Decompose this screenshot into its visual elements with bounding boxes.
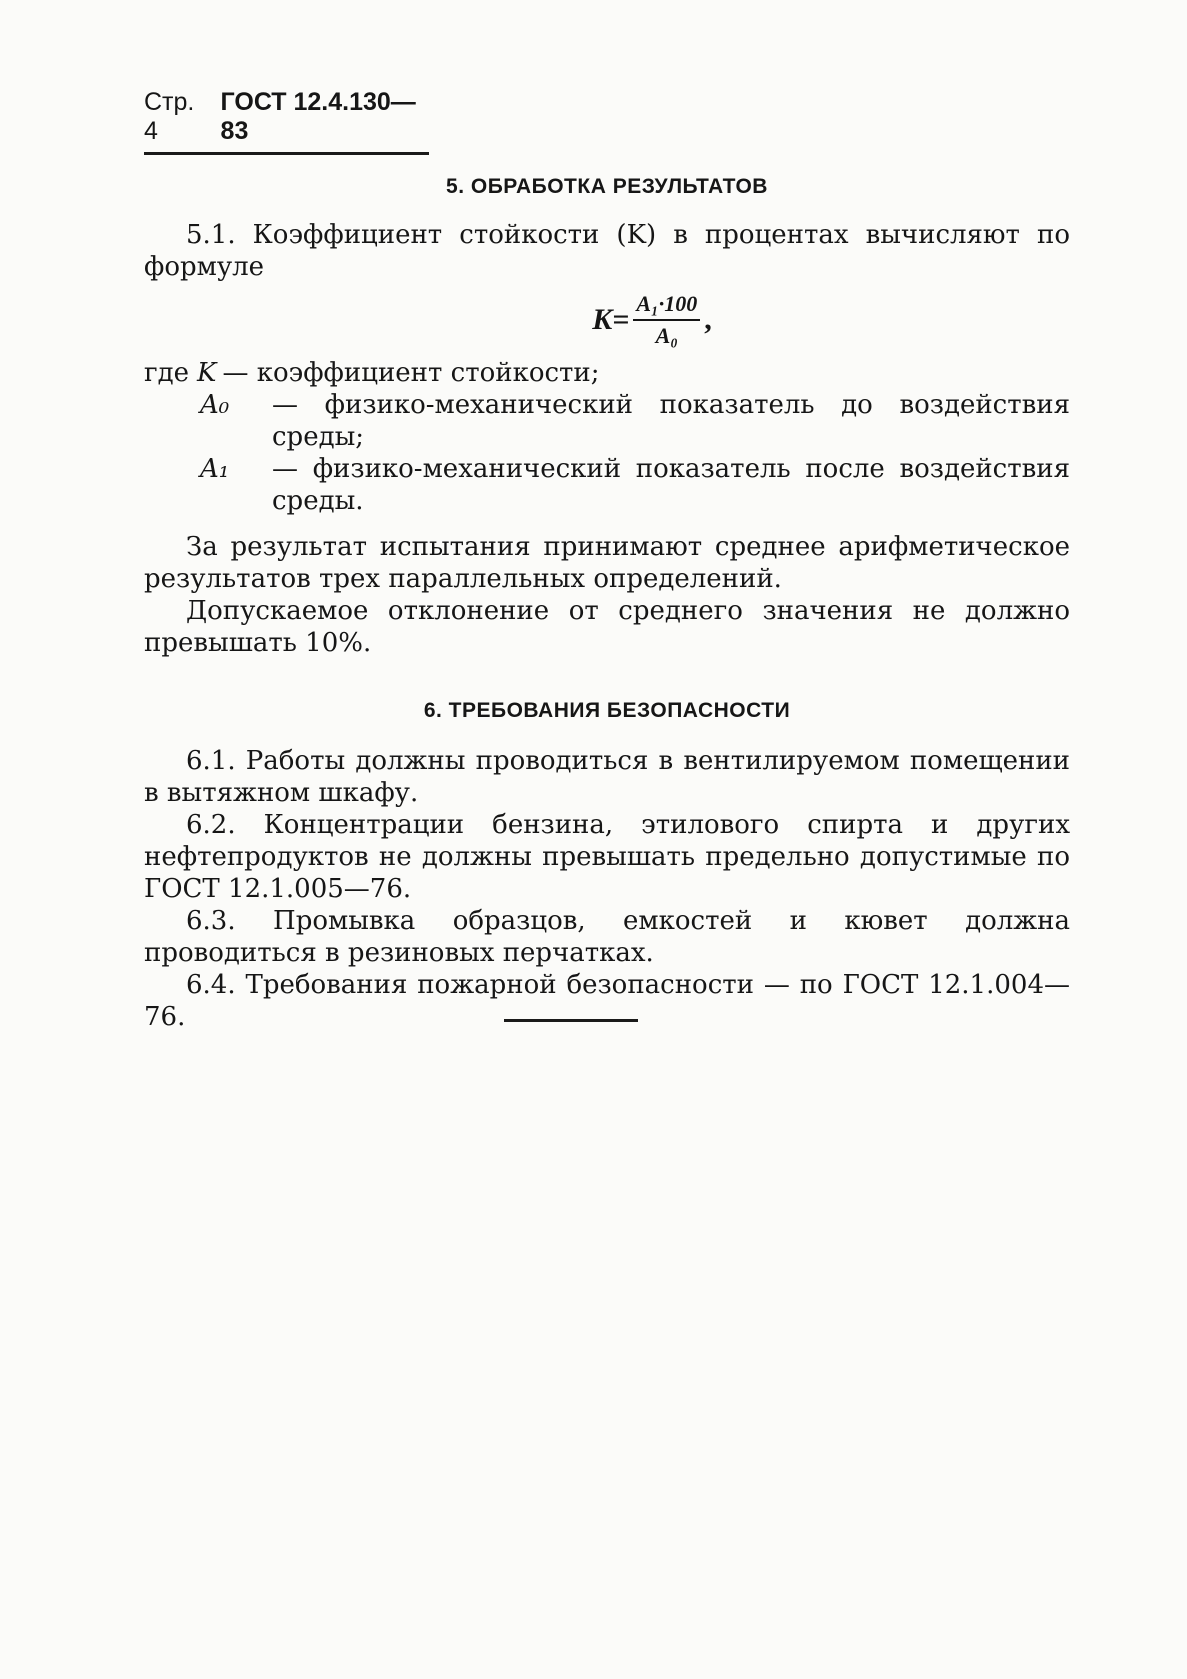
definition-k <box>144 357 1070 389</box>
paragraph-6-3: 6.3. Промывка образцов, емкостей и кювет должна проводиться в резиновых перчатках. <box>144 906 1070 968</box>
paragraph-5-1: 5.1. Коэффициент стойкости (K) в процентах вычисляют по формуле <box>144 220 1070 282</box>
section-5-title: 5. ОБРАБОТКА РЕЗУЛЬТАТОВ <box>446 175 768 198</box>
resistance-formula <box>234 291 1070 349</box>
formula-numerator: A₁·100 <box>633 291 700 321</box>
definition-a0-symbol: A₀ <box>200 390 230 420</box>
end-divider <box>504 1019 638 1022</box>
paragraph-6-4: 6.4. Требования пожарной безопасности — по ГОСТ 12.1.004—76. <box>144 970 1070 1032</box>
definition-a0 <box>144 389 1070 453</box>
page-header <box>144 88 429 155</box>
definition-k-text: — коэффициент стойкости; <box>222 358 600 388</box>
section-6-title: 6. ТРЕБОВАНИЯ БЕЗОПАСНОСТИ <box>423 699 791 722</box>
paragraph-result: За результат испытания принимают среднее арифметическое результатов трех параллельных определений. <box>144 532 1070 594</box>
page-number: Стр. 4 <box>144 88 195 145</box>
formula-lhs: K= <box>592 303 630 336</box>
paragraph-6-2: 6.2. Концентрации бензина, этилового спирта и других нефтепродуктов не должны превышать предельно допустимые по ГОСТ 12.1.005—76. <box>144 810 1070 904</box>
formula-denominator: A₀ <box>655 323 678 348</box>
definition-a1-text: — физико-механический показатель после воздействия среды. <box>272 454 1070 516</box>
definition-lead: где <box>144 358 190 388</box>
definition-k-symbol: K <box>197 358 217 388</box>
paragraph-6-1: 6.1. Работы должны проводиться в вентилируемом помещении в вытяжном шкафу. <box>144 746 1070 808</box>
paragraph-deviation: Допускаемое отклонение от среднего значения не должно превышать 10%. <box>144 596 1070 658</box>
definition-a1 <box>144 453 1070 517</box>
formula-comma: , <box>704 303 712 336</box>
definition-a0-text: — физико-механический показатель до воздействия среды; <box>272 390 1070 452</box>
standard-code: ГОСТ 12.4.130—83 <box>220 88 416 145</box>
document-page <box>144 88 1070 1033</box>
formula-fraction <box>633 291 700 349</box>
definition-a1-symbol: A₁ <box>200 454 230 484</box>
